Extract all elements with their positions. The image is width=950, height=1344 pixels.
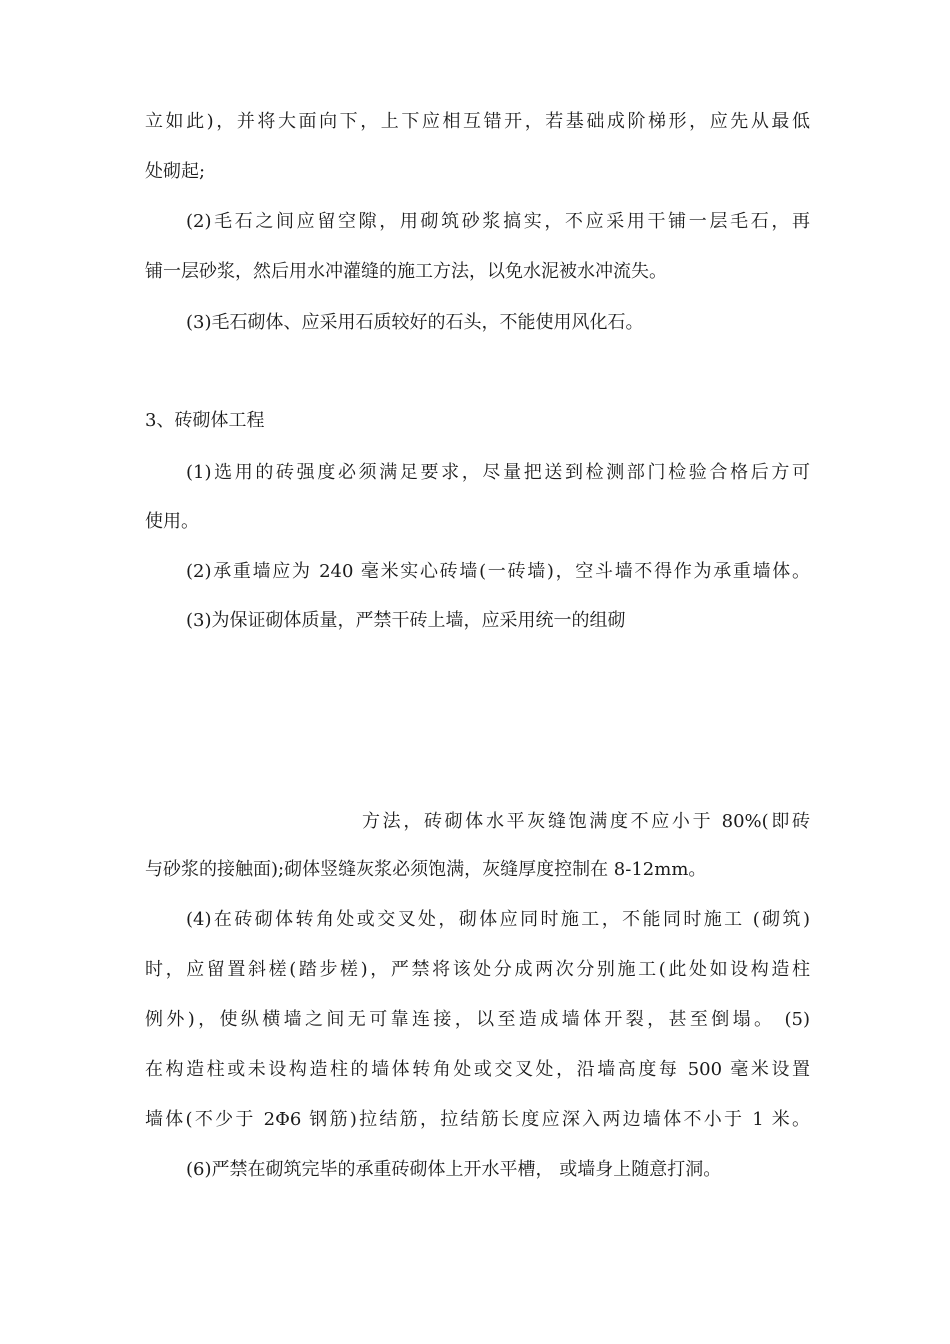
text-line: (3)为保证砌体质量，严禁干砖上墙，应采用统一的组砌 xyxy=(186,610,626,631)
text-line: 立如此)，并将大面向下，上下应相互错开，若基础成阶梯形，应先从最低 xyxy=(145,111,810,132)
text-line: 在构造柱或未设构造柱的墙体转角处或交叉处，沿墙高度每 500 毫米设置 xyxy=(145,1059,810,1080)
text-line: 与砂浆的接触面);砌体竖缝灰浆必须饱满，灰缝厚度控制在 8-12mm。 xyxy=(145,859,707,880)
text-line: 墙体(不少于 2Φ6 钢筋)拉结筋，拉结筋长度应深入两边墙体不小于 1 米。 xyxy=(145,1109,810,1130)
text-line: 方法，砖砌体水平灰缝饱满度不应小于 80%(即砖 xyxy=(362,811,810,832)
text-line: 铺一层砂浆，然后用水冲灌缝的施工方法，以免水泥被水冲流失。 xyxy=(145,261,667,282)
text-line: 时，应留置斜槎(踏步槎)，严禁将该处分成两次分别施工(此处如设构造柱 xyxy=(145,959,810,980)
text-line: (6)严禁在砌筑完毕的承重砖砌体上开水平槽， 或墙身上随意打洞。 xyxy=(186,1159,722,1180)
section-heading: 3、砖砌体工程 xyxy=(145,410,265,431)
text-line: (4)在砖砌体转角处或交叉处，砌体应同时施工，不能同时施工 (砌筑) xyxy=(186,909,810,930)
text-line: (2)毛石之间应留空隙，用砌筑砂浆搞实，不应采用干铺一层毛石，再 xyxy=(186,211,810,232)
text-line: 使用。 xyxy=(145,511,199,532)
text-line: (1)选用的砖强度必须满足要求，尽量把送到检测部门检验合格后方可 xyxy=(186,462,810,483)
text-line: 处砌起; xyxy=(145,161,206,182)
text-line: 例外)，使纵横墙之间无可靠连接，以至造成墙体开裂，甚至倒塌。 (5) xyxy=(145,1009,810,1030)
text-line: (2)承重墙应为 240 毫米实心砖墙(一砖墙)，空斗墙不得作为承重墙体。 xyxy=(186,561,810,582)
text-line: (3)毛石砌体、应采用石质较好的石头，不能使用风化石。 xyxy=(186,312,644,333)
